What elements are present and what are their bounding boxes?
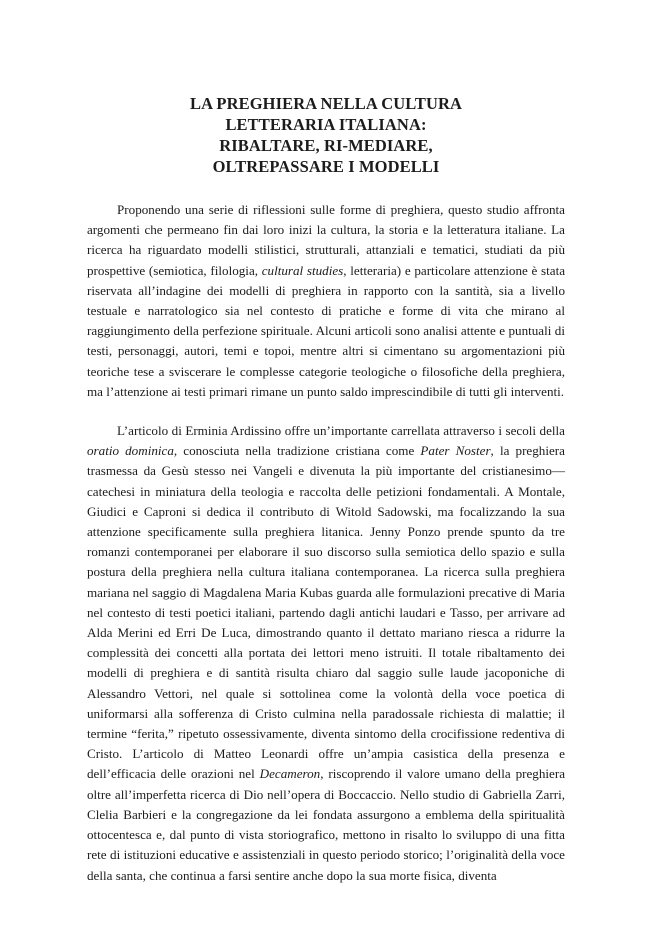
- italic-term: cultural studies: [261, 262, 344, 278]
- text-run: , letteraria) e particolare attenzione è stata riservata all’indagine dei modelli di preghiera in rapporto con la santità, sia a livello testuale e narratologico sia nel contesto di pratiche e forme di vita che mirano al raggiungimento della perfezione spirituale. Alcuni articoli sono analisi attente e puntuali di testi, personaggi, autori, temi e topoi, mentre altri si cimentano su argomentazioni più teoriche tese a sviscerare le complesse categorie teologiche o filosofiche della preghiera, ma l’attenzione ai testi primari rimane un punto saldo imprescindibile di tutti gli interventi.: [87, 262, 566, 399]
- page-title: [87, 93, 565, 177]
- title-line: RIBALTARE, RI-MEDIARE,: [219, 136, 433, 155]
- text-run: L’articolo di Erminia Ardissino offre un’importante carrellata attraverso i secoli della: [117, 423, 565, 439]
- title-line: LA PREGHIERA NELLA CULTURA: [189, 94, 462, 113]
- text-run: , la preghiera trasmessa da Gesù stesso nei Vangeli e divenuta la più importante del cristianesimo—catechesi in miniatura della teologia e raccolta delle petizioni fondamentali. A Montale, Giudici e Caproni si dedica il contributo di Witold Sadowski, ma focalizzando la sua attenzione specificamente sulla preghiera litanica. Jenny Ponzo prende spunto da tre romanzi contemporanei per elaborare il suo discorso sulla semiotica dello spazio e sulla postura della preghiera nella cultura italiana contemporanea. La ricerca sulla preghiera mariana nel saggio di Magdalena Maria Kubas guarda alle formulazioni precative di Maria nel contesto di testi poetici italiani, partendo dagli antichi laudari e Tasso, per arrivare ad Alda Merini ed Erri De Luca, dimostrando quanto il dettato mariano riesca a ridurre la complessità dei concetti alla portata dei lettori meno istruiti. Il totale ribaltamento dei modelli di preghiera e di santità risulta chiaro dal saggio sulle laude jacoponiche di Alessandro Vettori, nel quale si sottolinea come la volontà della voce poetica di uniformarsi alla sofferenza di Cristo culmina nella paradossale richiesta di malattie; il termine “ferita,” ripetuto ossessivamente, diventa sintomo della crocifissione redentiva di Cristo. L’articolo di Matteo Leonardi offre un’ampia casistica della presenza e dell’efficacia delle orazioni nel: [87, 443, 565, 782]
- title-line: LETTERARIA ITALIANA:: [225, 115, 427, 134]
- italic-term: Pater Noster: [420, 443, 491, 459]
- text-run: , riscoprendo il valore umano della preghiera oltre all’imperfetta ricerca di Dio nell’opera di Boccaccio. Nello studio di Gabriella Zarri, Clelia Barbieri e la congregazione da lei fondata assurgono a emblema della spiritualità ottocentesca e, dal punto di vista storiografico, mettono in risalto lo sviluppo di una fitta rete di istituzioni educative e assistenziali in questo periodo storico; l’originalità della voce della santa, che continua a farsi sentire anche dopo la sua morte fisica, diventa: [87, 766, 566, 883]
- intro-paragraph: [87, 200, 565, 402]
- body-paragraph: [87, 421, 565, 886]
- text-run: , conosciuta nella tradizione cristiana come: [173, 443, 421, 459]
- italic-term: Decameron: [259, 766, 321, 782]
- italic-term: oratio dominica: [87, 443, 174, 459]
- text-run: Proponendo una serie di riflessioni sulle forme di preghiera, questo studio affronta argomenti che permeano fin dai loro inizi la cultura, la storia e la letteratura italiane. La ricerca ha riguardato modelli stilistici, strutturali, attanziali e tematici, studiati da più prospettive (semiotica, filologia,: [87, 202, 565, 278]
- title-line: OLTREPASSARE I MODELLI: [212, 157, 440, 176]
